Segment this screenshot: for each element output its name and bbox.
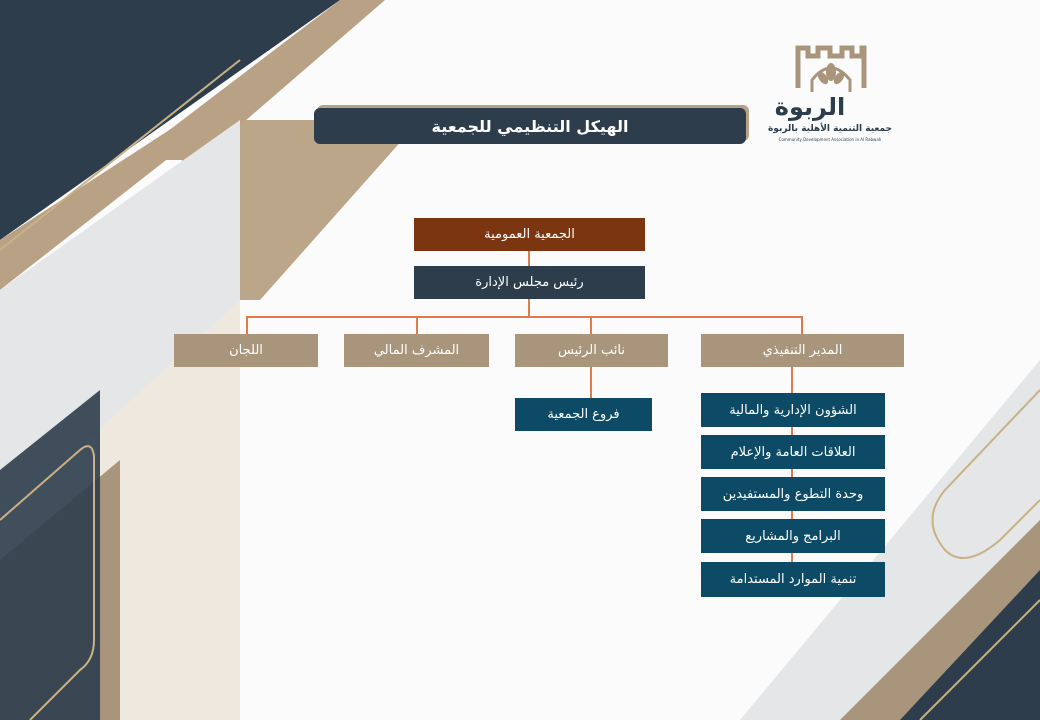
page-title: الهيكل التنظيمي للجمعية <box>314 108 746 144</box>
vice-chair-box: نائب الرئيس <box>515 334 668 367</box>
connector-line <box>590 367 592 398</box>
financial-supervisor-box: المشرف المالي <box>344 334 489 367</box>
connector-line <box>528 251 530 266</box>
connector-line <box>246 316 803 318</box>
connector-line <box>590 316 592 334</box>
connector-line <box>416 316 418 334</box>
executive-director-box: المدير التنفيذي <box>701 334 904 367</box>
executive-unit-box: وحدة التطوع والمستفيدين <box>701 477 885 511</box>
executive-unit-box: العلاقات العامة والإعلام <box>701 435 885 469</box>
connector-line <box>528 299 530 316</box>
branches-box: فروع الجمعية <box>515 398 652 431</box>
executive-unit-box: تنمية الموارد المستدامة <box>701 562 885 597</box>
executive-unit-box: الشؤون الإدارية والمالية <box>701 393 885 427</box>
general-assembly-box: الجمعية العمومية <box>414 218 645 251</box>
logo-english-subtitle: Community Development Association in Al Rabwah <box>778 137 882 142</box>
logo-name: الربوة <box>774 93 846 121</box>
committees-box: اللجان <box>174 334 318 367</box>
board-chair-box: رئيس مجلس الإدارة <box>414 266 645 299</box>
connector-line <box>246 316 248 334</box>
logo-subtitle: جمعية التنمية الأهلية بالربوة <box>767 124 892 134</box>
connector-line <box>801 316 803 334</box>
executive-unit-box: البرامج والمشاريع <box>701 519 885 553</box>
